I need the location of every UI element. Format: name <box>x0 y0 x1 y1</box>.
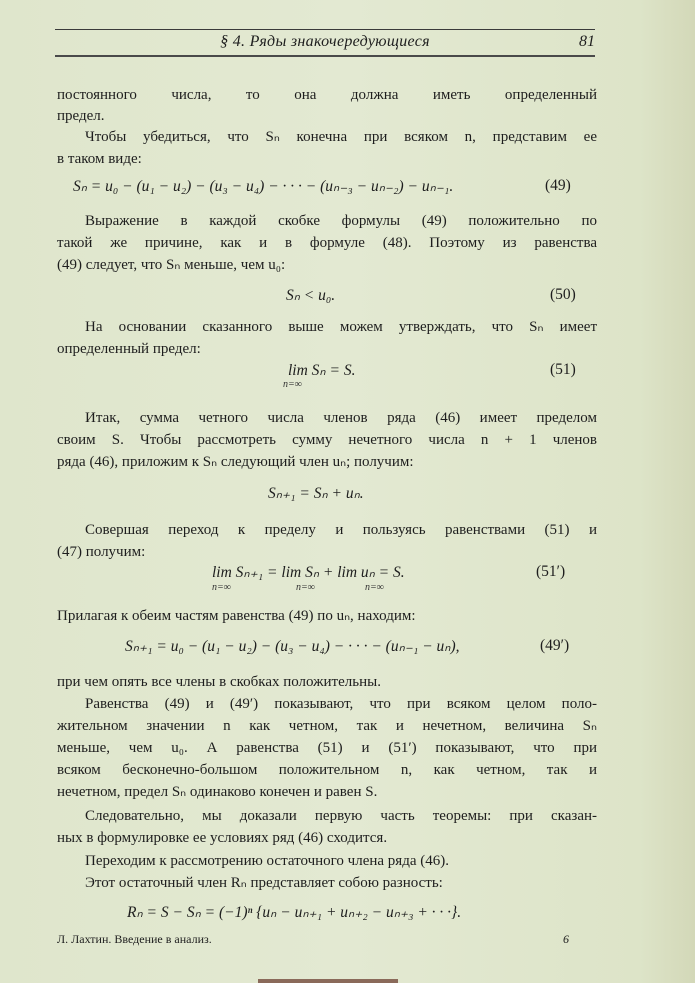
equation-51-prime: lim Sₙ₊₁ = lim Sₙ + lim uₙ = S. <box>212 564 405 581</box>
limit-subscript: n=∞ <box>212 582 231 593</box>
text-line: такой же причине, как и в формуле (48). Поэтому из равенства <box>57 235 597 251</box>
text-line: своим S. Чтобы рассмотреть сумму нечетного числа n + 1 членов <box>57 432 597 448</box>
header-rule-bottom <box>55 55 595 57</box>
text-line: Итак, сумма четного числа членов ряда (46) имеет пределом <box>85 410 597 426</box>
equation-49: Sₙ = u₀ − (u₁ − u₂) − (u₃ − u₄) − · · · − (uₙ₋₃ − uₙ₋₂) − uₙ₋₁. <box>73 178 454 195</box>
text-line: в таком виде: <box>57 151 142 167</box>
limit-subscript: n=∞ <box>296 582 315 593</box>
text-line: определенный предел: <box>57 341 201 357</box>
page-number: 81 <box>579 33 595 50</box>
equation-remainder: Rₙ = S − Sₙ = (−1)ⁿ {uₙ − uₙ₊₁ + uₙ₊₂ − uₙ₊₃ + · · ·}. <box>127 904 462 921</box>
text-line: Чтобы убедиться, что Sₙ конечна при всяком n, представим ее <box>85 129 597 145</box>
text-line: всяком бесконечно-большом положительном n, как четном, так и <box>57 762 597 778</box>
header-rule-top <box>55 29 595 30</box>
text-line: Прилагая к обеим частям равенства (49) по uₙ, находим: <box>57 608 416 624</box>
equation-label-51: (51) <box>550 361 576 378</box>
book-edge-decoration <box>258 979 398 983</box>
equation-49-prime: Sₙ₊₁ = u₀ − (u₁ − u₂) − (u₃ − u₄) − · · · − (uₙ₋₁ − uₙ), <box>125 638 460 655</box>
equation-label-49-prime: (49′) <box>540 637 570 654</box>
text-line: постоянного числа, то она должна иметь определенный <box>57 87 597 103</box>
equation-label-50: (50) <box>550 286 576 303</box>
equation-label-51-prime: (51′) <box>536 563 566 580</box>
equation-51: lim Sₙ = S. <box>288 362 356 379</box>
text-line: Переходим к рассмотрению остаточного члена ряда (46). <box>85 853 449 869</box>
text-line: предел. <box>57 108 105 124</box>
equation-50: Sₙ < u₀. <box>286 287 336 304</box>
signature-line: Л. Лахтин. Введение в анализ. <box>57 932 212 946</box>
text-line: ряда (46), приложим к Sₙ следующий член uₙ; получим: <box>57 454 414 470</box>
text-line: (47) получим: <box>57 544 146 560</box>
text-line: (49) следует, что Sₙ меньше, чем u₀: <box>57 257 286 273</box>
text-line: при чем опять все члены в скобках положительны. <box>57 674 381 690</box>
equation-sn-plus-1: Sₙ₊₁ = Sₙ + uₙ. <box>268 485 364 502</box>
text-line: Выражение в каждой скобке формулы (49) положительно по <box>85 213 597 229</box>
text-line: Равенства (49) и (49′) показывают, что при всяком целом поло- <box>85 696 597 712</box>
sheet-number: 6 <box>563 932 569 946</box>
text-line: Совершая переход к пределу и пользуясь равенствами (51) и <box>85 522 597 538</box>
text-line: ных в формулировке ее условиях ряд (46) сходится. <box>57 830 388 846</box>
text-line: жительном значении n как четном, так и нечетном, величина Sₙ <box>57 718 597 734</box>
limit-subscript: n=∞ <box>283 379 302 390</box>
text-line: Следовательно, мы доказали первую часть теоремы: при сказан- <box>85 808 597 824</box>
text-line: нечетном, предел Sₙ одинаково конечен и равен S. <box>57 784 378 800</box>
text-line: меньше, чем u₀. А равенства (51) и (51′) показывают, что при <box>57 740 597 756</box>
text-line: На основании сказанного выше можем утверждать, что Sₙ имеет <box>85 319 597 335</box>
limit-subscript: n=∞ <box>365 582 384 593</box>
text-line: Этот остаточный член Rₙ представляет собою разность: <box>85 875 443 891</box>
equation-label-49: (49) <box>545 177 571 194</box>
running-head-title: § 4. Ряды знакочередующиеся <box>220 33 430 50</box>
